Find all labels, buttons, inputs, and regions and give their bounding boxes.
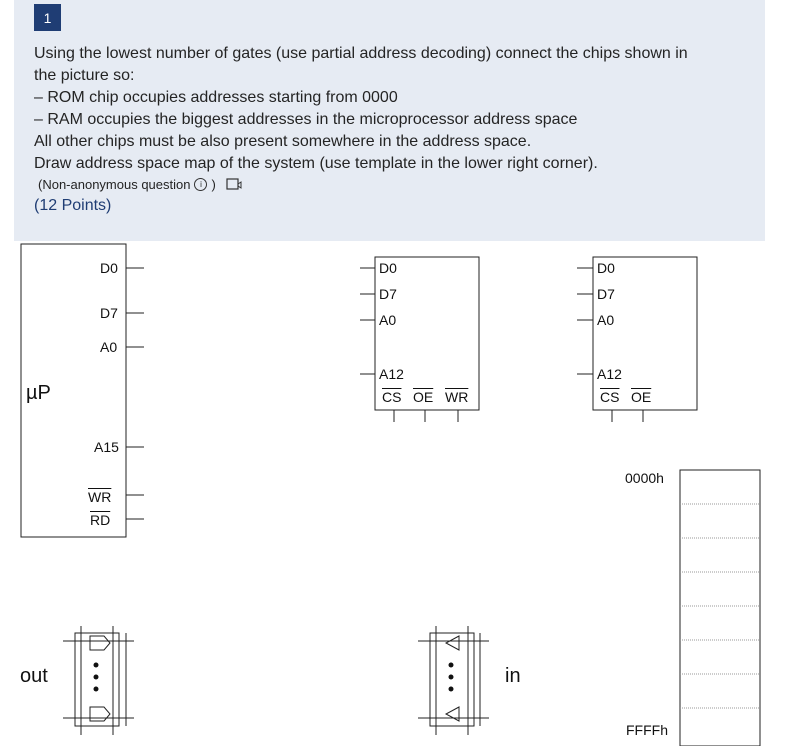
address-map-template (680, 470, 760, 746)
address-map-divisions (680, 504, 760, 708)
map-end-label: FFFFh (626, 722, 668, 738)
up-rd-label: $\overline{RD}$ (90, 512, 111, 528)
ram-oe-label: $\overline{OE}$ (413, 389, 434, 405)
up-d7-label: D7 (100, 305, 118, 321)
points-label: (12 Points) (34, 197, 112, 214)
up-wr-label: $\overline{WR}$ (88, 489, 112, 505)
meta-close: ) (211, 177, 216, 192)
map-start-label: 0000h (625, 470, 664, 486)
rom-a0-label: A0 (597, 312, 615, 328)
rom-oe-label: $\overline{OE}$ (631, 389, 652, 405)
ram-a0-label: A0 (379, 312, 397, 328)
up-d0-label: D0 (100, 260, 118, 276)
immersive-reader-icon[interactable] (226, 178, 242, 192)
question-card (14, 0, 765, 746)
output-register-symbol (63, 626, 134, 735)
rom-cs-label: $\overline{CS}$ (600, 389, 620, 405)
rom-a12-label: A12 (597, 366, 622, 382)
register-dots (94, 663, 454, 692)
question-header (14, 0, 765, 241)
rom-d0-label: D0 (597, 260, 615, 276)
rom-d7-label: D7 (597, 286, 615, 302)
ram-d7-label: D7 (379, 286, 397, 302)
ram-wr-label: $\overline{WR}$ (445, 389, 469, 405)
ram-a12-label: A12 (379, 366, 404, 382)
circuit-figure (14, 241, 765, 746)
question-text (34, 43, 754, 175)
ram-chip-box (375, 257, 479, 410)
up-a0-label: A0 (100, 339, 118, 355)
question-meta (38, 177, 242, 192)
non-anonymous-label: (Non-anonymous question (38, 177, 191, 192)
in-label: in (505, 665, 521, 687)
question-line: – ROM chip occupies addresses starting from 0000 (34, 89, 398, 106)
question-line: Draw address space map of the system (use template in the lower right corner). (34, 155, 598, 172)
question-line: Using the lowest number of gates (use partial address decoding) connect the chips shown in (34, 45, 688, 62)
up-label: µP (26, 382, 51, 404)
input-buffer-symbol (418, 626, 489, 735)
question-line: the picture so: (34, 67, 135, 84)
rom-chip-box (593, 257, 697, 410)
ram-d0-label: D0 (379, 260, 397, 276)
question-line: All other chips must be also present somewhere in the address space. (34, 133, 532, 150)
up-a15-label: A15 (94, 439, 119, 455)
info-icon[interactable]: i (194, 178, 207, 191)
ram-cs-label: $\overline{CS}$ (382, 389, 402, 405)
out-label: out (20, 665, 48, 687)
question-number-badge: 1 (34, 4, 61, 31)
question-line: – RAM occupies the biggest addresses in the microprocessor address space (34, 111, 578, 128)
